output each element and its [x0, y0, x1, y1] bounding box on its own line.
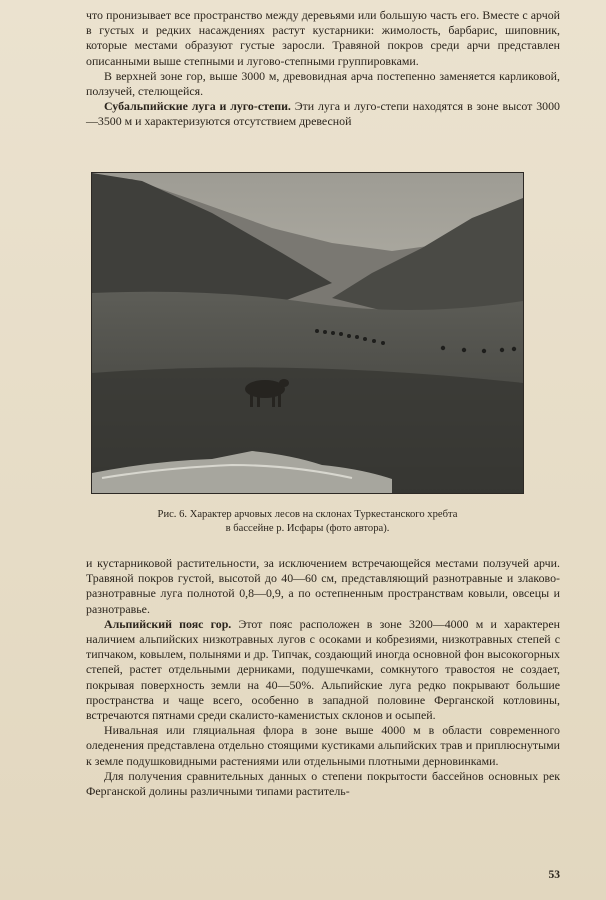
landscape-photo [91, 172, 524, 494]
figure-caption [110, 508, 505, 536]
paragraph: Для получения сравнительных данных о степени покрытости бассейнов основных рек Ферганской долины различными типами раститель- [86, 768, 560, 799]
paragraph: Нивальная или гляциальная флора в зоне выше 4000 м в области современного оледенения представлена отдельно стоящими кустиками альпийских трав и приплюснутыми к земле подушковидными растениями или отдельными плотными дерновинками. [86, 723, 560, 768]
subalpine-paragraph [86, 99, 560, 129]
bottom-text-block [86, 556, 560, 799]
alpine-paragraph [86, 617, 560, 723]
paragraph: что пронизывает все пространство между деревьями или большую часть его. Вместе с арчой в густых и редких насаждениях растут кустарники: жимолость, барбарис, шиповник, которые местами образуют густые заросли. Травяной покров среди арчи представлен описанными выше степными и лугово-степными группировками. [86, 8, 560, 68]
paragraph: В верхней зоне гор, выше 3000 м, древовидная арча постепенно заменяется карликовой, ползучей, стелющейся. [86, 68, 560, 99]
caption-line: в бассейне р. Исфары (фото автора). [225, 523, 390, 534]
paragraph: и кустарниковой растительности, за исключением встречающейся местами ползучей арчи. Травяной покров густой, высотой до 40—60 см, представляющий разнотравные и злаково-разнотравные луга полнотой 0,8—0,9, а по остепненным пространствам ковыли, овсецы и разнотравье. [86, 556, 560, 616]
caption-line: Рис. 6. Характер арчовых лесов на склонах Туркестанского хребта [157, 509, 458, 520]
page-number: 53 [548, 869, 560, 881]
top-text-block [86, 8, 560, 130]
alpine-heading: Альпийский пояс гор. [104, 616, 232, 631]
subalpine-heading: Субальпийские луга и луго-степи. [104, 99, 291, 114]
subalpine-text: Эти луга и луго-степи находятся в зоне высот 3000—3500 м и характеризуются отсутствием древесной [86, 99, 560, 129]
alpine-text: Этот пояс расположен в зоне 3200—4000 м и характерен наличием альпийских низкотравных лугов с осоками и кобрезиями, низкотравных степей с типчаком, ковылем, полынями и др. Типчак, создающий иногда основной фон высокогорных степей, растет отдельными дерниками, подушечками, сомкнутого травостоя не создает, покрывая поверхность земли на 40—50%. Альпийские луга редко покрывают большие пространства и чаще всего, особенно в западной половине Ферганской котловины, встречаются пятнами среди скалисто-каменистых склонов и осыпей. [86, 616, 560, 723]
